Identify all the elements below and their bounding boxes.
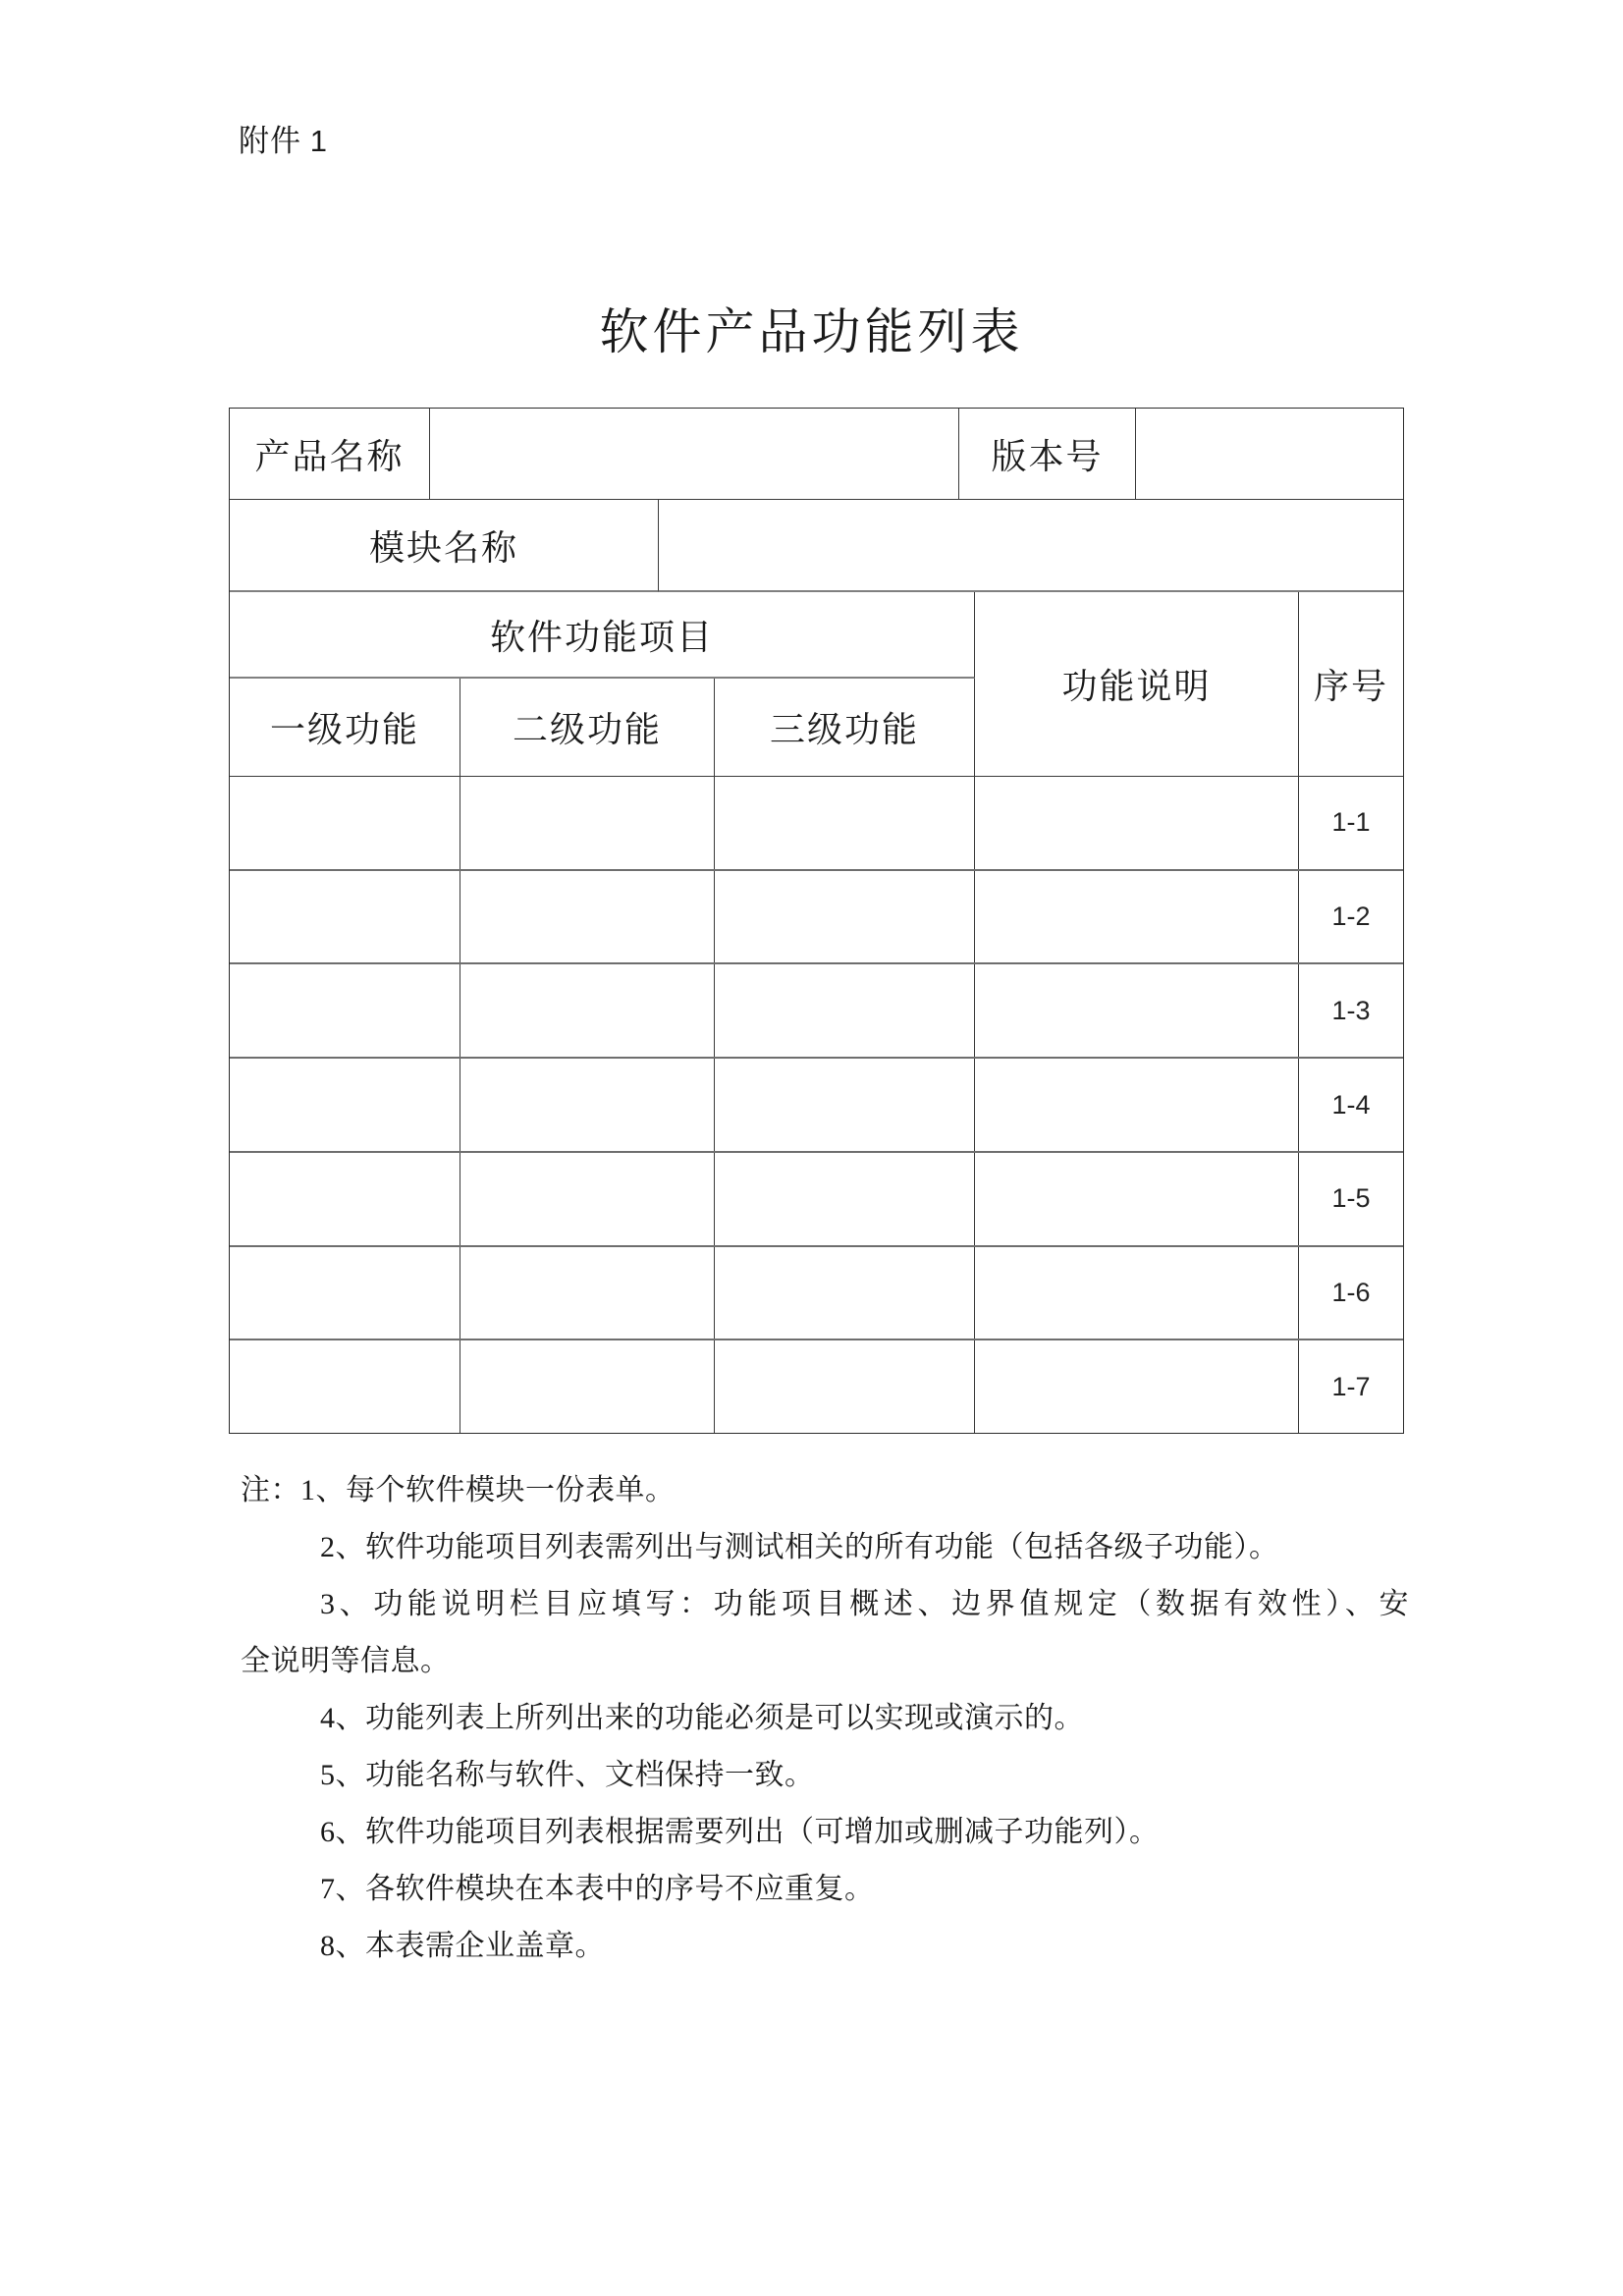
level3-cell: [715, 1340, 975, 1433]
attachment-number: 1: [309, 124, 328, 158]
level1-cell: [230, 964, 460, 1057]
level1-cell: [230, 1153, 460, 1245]
attachment-prefix: 附件: [239, 124, 301, 158]
page-title: 软件产品功能列表: [599, 304, 1024, 359]
level2-cell: [460, 777, 715, 869]
level1-header: 一级功能: [230, 679, 460, 777]
function-desc-header: 功能说明: [975, 592, 1299, 777]
level2-cell: [460, 1059, 715, 1151]
level3-cell: [715, 1153, 975, 1245]
product-name-value-cell: [430, 409, 959, 500]
note-line-8: 8、本表需企业盖章。: [320, 1930, 605, 1962]
notes-section: [241, 1462, 1409, 1975]
level1-cell: [230, 871, 460, 963]
serial-cell: 1-3: [1331, 995, 1371, 1025]
note-line-3b: 全说明等信息。: [241, 1645, 451, 1677]
function-desc-cell: [975, 777, 1299, 869]
level3-cell: [715, 1247, 975, 1339]
function-items-header: 软件功能项目: [230, 592, 975, 679]
function-desc-cell: [975, 1247, 1299, 1339]
note-line-1: 注：1、每个软件模块一份表单。: [241, 1474, 676, 1506]
serial-header: 序号: [1299, 592, 1403, 777]
note-line-3a: 3、功能说明栏目应填写：功能项目概述、边界值规定（数据有效性）、安: [320, 1588, 1409, 1620]
note-line-5: 5、功能名称与软件、文档保持一致。: [320, 1759, 815, 1791]
module-name-label: 模块名称: [230, 500, 659, 592]
note-line-6: 6、软件功能项目列表根据需要列出（可增加或删减子功能列）。: [320, 1816, 1160, 1848]
table-row: [230, 962, 1403, 1057]
level2-cell: [460, 1247, 715, 1339]
level3-header: 三级功能: [715, 679, 975, 777]
function-desc-cell: [975, 1153, 1299, 1245]
note-line-4: 4、功能列表上所列出来的功能必须是可以实现或演示的。: [320, 1702, 1084, 1734]
serial-cell: 1-4: [1331, 1089, 1371, 1120]
level1-cell: [230, 1340, 460, 1433]
level3-cell: [715, 777, 975, 869]
level1-cell: [230, 1247, 460, 1339]
table-row: [230, 869, 1403, 963]
level2-header: 二级功能: [460, 679, 715, 777]
table-row: [230, 1245, 1403, 1339]
version-value-cell: [1136, 409, 1403, 500]
table-row: [230, 1151, 1403, 1245]
table-row: [230, 1339, 1403, 1433]
function-list-table: [229, 408, 1404, 1434]
level1-cell: [230, 1059, 460, 1151]
module-name-value-cell: [659, 500, 1403, 592]
level1-cell: [230, 777, 460, 869]
table-row: [230, 777, 1403, 869]
function-desc-cell: [975, 1340, 1299, 1433]
table-row: [230, 1057, 1403, 1151]
serial-cell: 1-2: [1331, 902, 1371, 932]
note-line-7: 7、各软件模块在本表中的序号不应重复。: [320, 1873, 875, 1905]
data-rows: [230, 777, 1403, 1433]
level2-cell: [460, 1340, 715, 1433]
note-line-2: 2、软件功能项目列表需列出与测试相关的所有功能（包括各级子功能）。: [320, 1531, 1279, 1563]
serial-cell: 1-6: [1331, 1277, 1371, 1307]
level2-cell: [460, 964, 715, 1057]
function-desc-cell: [975, 1059, 1299, 1151]
level2-cell: [460, 1153, 715, 1245]
function-desc-cell: [975, 964, 1299, 1057]
serial-cell: 1-5: [1331, 1183, 1371, 1214]
level3-cell: [715, 1059, 975, 1151]
level2-cell: [460, 871, 715, 963]
level3-cell: [715, 964, 975, 1057]
product-name-label: 产品名称: [230, 409, 430, 500]
level3-cell: [715, 871, 975, 963]
serial-cell: 1-1: [1331, 807, 1371, 838]
version-label: 版本号: [959, 409, 1136, 500]
attachment-label: [239, 116, 328, 160]
serial-cell: 1-7: [1331, 1371, 1371, 1401]
function-desc-cell: [975, 871, 1299, 963]
